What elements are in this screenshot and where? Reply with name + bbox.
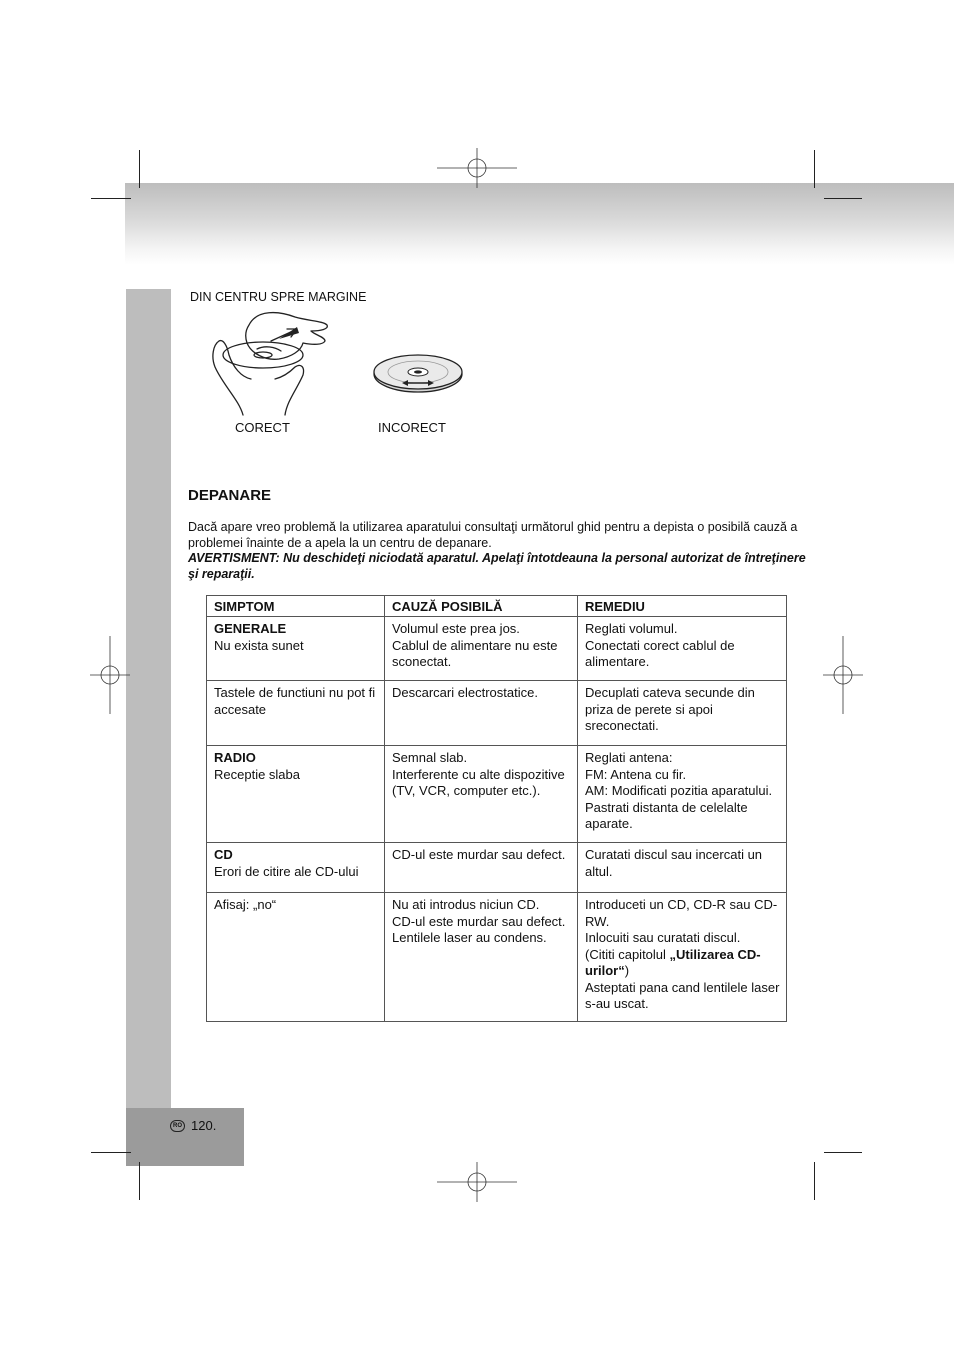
remedy-cell <box>578 746 787 843</box>
symptom-cell <box>207 681 385 746</box>
remedy-cell <box>578 617 787 681</box>
table-header-row <box>207 596 787 617</box>
remedy-ref-chapter: „Utilizarea CD-urilor“ <box>585 946 761 978</box>
category-label: RADIO <box>214 750 256 765</box>
symptom-text: Tastele de functiuni nu pot fi accesate <box>214 685 376 717</box>
cause-text: Cablul de alimentare nu este sconectat. <box>392 637 558 669</box>
troubleshooting-table <box>206 595 787 1022</box>
crop-mark <box>824 1152 862 1153</box>
table-row <box>207 617 787 681</box>
table-row <box>207 681 787 746</box>
label-correct: CORECT <box>235 420 290 435</box>
page-number-text: 120. <box>191 1118 217 1133</box>
cause-text: Lentilele laser au condens. <box>392 930 547 945</box>
header-cause: CAUZĂ POSIBILĂ <box>385 596 578 617</box>
remedy-text: Introduceti un CD, CD-R sau CD-RW. <box>585 897 778 929</box>
warning-text: AVERTISMENT: Nu deschideţi niciodată aparatul. Apelaţi întotdeauna la personal autorizat de întreţinere şi reparaţii. <box>188 551 806 581</box>
label-incorrect: INCORECT <box>378 420 446 435</box>
header-band <box>125 183 954 265</box>
page-number-tab <box>126 1108 244 1166</box>
table-row <box>207 746 787 843</box>
illustration-caption: DIN CENTRU SPRE MARGINE <box>190 290 367 304</box>
hand-cleaning-disc-icon <box>205 305 335 417</box>
symptom-text: Erori de citire ale CD-ului <box>214 863 359 879</box>
registration-mark-icon <box>437 1162 517 1202</box>
intro-text: Dacă apare vreo problemă la utilizarea aparatului consultaţi următorul ghid pentru a depista o posibilă cauză a problemei înainte de a apela la un centru de depanare. <box>188 520 798 550</box>
cause-text: CD-ul este murdar sau defect. <box>392 913 566 929</box>
symptom-text: Receptie slaba <box>214 766 300 782</box>
cause-cell <box>385 746 578 843</box>
crop-mark <box>139 150 140 188</box>
disc-incorrect-icon <box>372 350 464 396</box>
language-badge-icon: RO <box>170 1120 185 1132</box>
remedy-cell <box>578 893 787 1022</box>
cause-text: Semnal slab. <box>392 750 468 765</box>
cause-cell <box>385 893 578 1022</box>
remedy-text: Curatati discul sau incercati un altul. <box>585 847 763 879</box>
remedy-text: FM: Antena cu fir. <box>585 766 687 782</box>
table-row <box>207 843 787 893</box>
symptom-cell <box>207 843 385 893</box>
crop-mark <box>139 1162 140 1200</box>
remedy-text: Reglati antena: <box>585 750 673 765</box>
category-label: CD <box>214 847 233 862</box>
remedy-text: Pastrati distanta de celelalte aparate. <box>585 799 748 831</box>
crop-mark <box>814 1162 815 1200</box>
remedy-text: Inlocuiti sau curatati discul. <box>585 930 741 945</box>
remedy-text: Decuplati cateva secunde din priza de perete si apoi sreconectati. <box>585 685 755 733</box>
table-row <box>207 893 787 1022</box>
remedy-cell <box>578 681 787 746</box>
cause-cell <box>385 843 578 893</box>
side-bar <box>126 289 171 1109</box>
section-title: DEPANARE <box>188 487 272 504</box>
cause-text: Descarcari electrostatice. <box>392 685 538 700</box>
remedy-text: Asteptati pana cand lentilele laser s-au uscat. <box>585 979 780 1011</box>
remedy-cell <box>578 843 787 893</box>
symptom-text: Nu exista sunet <box>214 637 304 653</box>
symptom-cell <box>207 893 385 1022</box>
crop-mark <box>91 1152 131 1153</box>
registration-mark-icon <box>90 636 130 714</box>
symptom-cell <box>207 617 385 681</box>
registration-mark-icon <box>437 148 517 188</box>
page-number <box>170 1118 216 1133</box>
crop-mark <box>91 198 131 199</box>
cause-cell <box>385 681 578 746</box>
remedy-reference <box>585 947 786 980</box>
remedy-ref-prefix: (Cititi capitolul <box>585 946 670 962</box>
remedy-ref-suffix: ) <box>624 963 630 978</box>
remedy-text: Conectati corect cablul de alimentare. <box>585 637 735 669</box>
crop-mark <box>824 198 862 199</box>
cause-text: CD-ul este murdar sau defect. <box>392 847 566 862</box>
cause-text: Interferente cu alte dispozitive (TV, VCR, computer etc.). <box>392 766 565 798</box>
registration-mark-icon <box>823 636 863 714</box>
intro-block <box>188 520 808 582</box>
remedy-text: AM: Modificati pozitia aparatului. <box>585 783 773 798</box>
crop-mark <box>814 150 815 188</box>
symptom-cell <box>207 746 385 843</box>
remedy-text: Reglati volumul. <box>585 621 678 636</box>
symptom-text: Afisaj: „no“ <box>214 897 277 912</box>
cause-cell <box>385 617 578 681</box>
cause-text: Nu ati introdus niciun CD. <box>392 897 540 912</box>
header-remedy: REMEDIU <box>578 596 787 617</box>
category-label: GENERALE <box>214 621 287 636</box>
cause-text: Volumul este prea jos. <box>392 621 520 636</box>
header-symptom: SIMPTOM <box>207 596 385 617</box>
